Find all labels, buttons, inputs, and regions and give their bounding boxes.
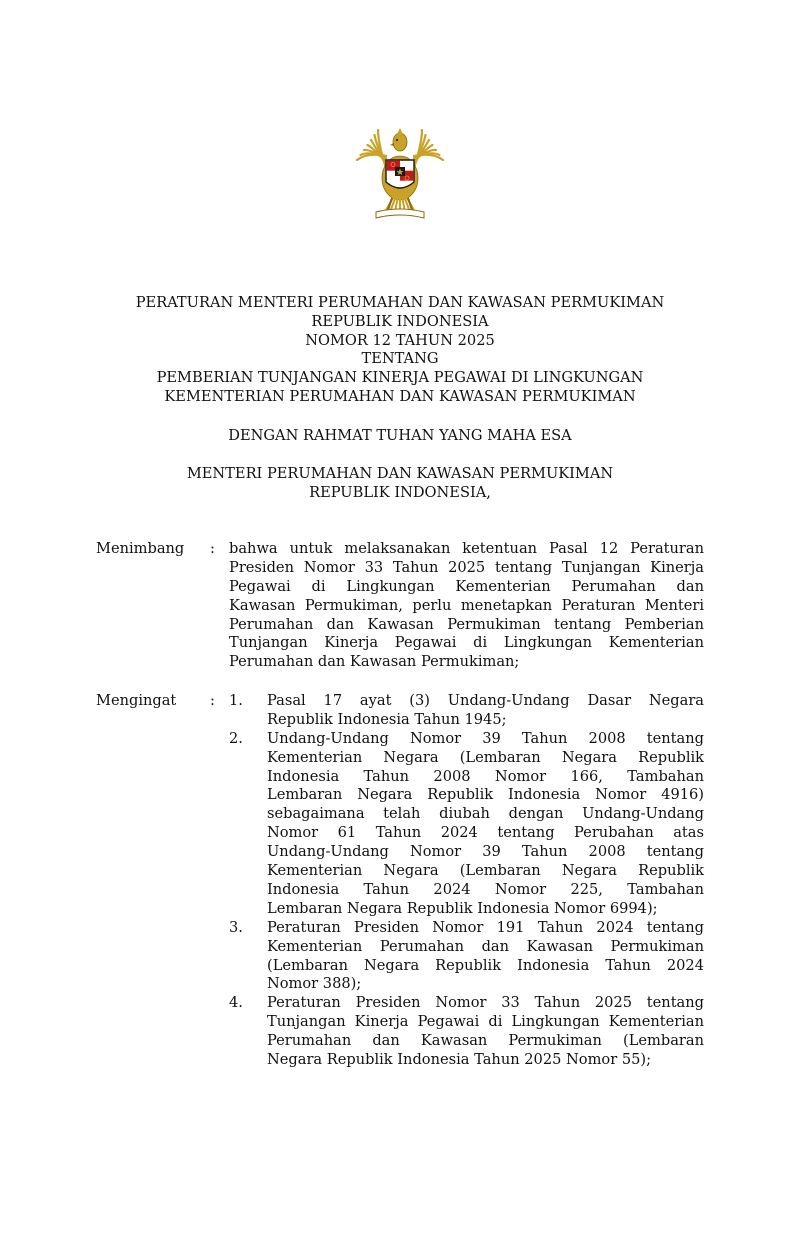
item-line: sebagaimana telah diubah dengan Undang-Undang [267, 805, 704, 823]
menimbang-line: Presiden Nomor 33 Tahun 2025 tentang Tunjangan Kinerja [229, 558, 704, 576]
item-line: Peraturan Presiden Nomor 191 Tahun 2024 tentang [267, 918, 704, 936]
item-line: Nomor 61 Tahun 2024 tentang Perubahan atas [267, 824, 704, 842]
mengingat-label: Mengingat [96, 692, 177, 709]
menimbang-line: Perumahan dan Kawasan Permukiman tentang Pemberian [229, 615, 704, 633]
minister-line: MENTERI PERUMAHAN DAN KAWASAN PERMUKIMAN [186, 465, 614, 482]
item-line: Perumahan dan Kawasan Permukiman (Lembaran [267, 1032, 704, 1050]
item-line: Lembaran Negara Republik Indonesia Nomor 6994); [267, 899, 658, 917]
item-line: Lembaran Negara Republik Indonesia Nomor 4916) [267, 786, 704, 804]
menimbang-body [229, 540, 704, 672]
regulation-title [60, 294, 740, 407]
item-body [267, 919, 704, 995]
menimbang-line: bahwa untuk melaksanakan ketentuan Pasal 12 Peraturan [229, 540, 704, 557]
menimbang-line: Kawasan Permukiman, perlu menetapkan Peraturan Menteri [229, 596, 704, 614]
item-line: Pasal 17 ayat (3) Undang-Undang Dasar Negara [267, 692, 704, 709]
item-number: 3. [229, 918, 243, 936]
menimbang-line: Perumahan dan Kawasan Permukiman; [229, 653, 520, 671]
item-line: Indonesia Tahun 2008 Nomor 166, Tambahan [267, 767, 704, 785]
menimbang-line: Pegawai di Lingkungan Kementerian Perumahan dan [229, 577, 704, 595]
item-body [267, 994, 704, 1070]
item-line: Undang-Undang Nomor 39 Tahun 2008 tentang [267, 729, 704, 747]
minister-heading [60, 465, 740, 503]
item-body [267, 692, 704, 730]
item-line: Kementerian Negara (Lembaran Negara Republik [267, 748, 704, 766]
item-line: Kementerian Perumahan dan Kawasan Permukiman [267, 937, 704, 955]
item-body [267, 730, 704, 919]
item-line: Peraturan Presiden Nomor 33 Tahun 2025 tentang [267, 994, 704, 1012]
title-line: REPUBLIK INDONESIA [311, 312, 489, 330]
menimbang-label: Menimbang [96, 540, 185, 557]
item-line: Indonesia Tahun 2024 Nomor 225, Tambahan [267, 880, 704, 898]
garuda-emblem-icon [350, 120, 450, 224]
menimbang-line: Tunjangan Kinerja Pegawai di Lingkungan Kementerian [229, 634, 704, 652]
mengingat-colon: : [210, 692, 215, 709]
item-line: Kementerian Negara (Lembaran Negara Republik [267, 862, 704, 880]
item-line: Negara Republik Indonesia Tahun 2025 Nomor 55); [267, 1051, 652, 1069]
title-line: TENTANG [361, 350, 439, 368]
menimbang-colon: : [210, 540, 215, 557]
item-number: 2. [229, 729, 243, 747]
item-line: Nomor 388); [267, 975, 362, 993]
title-line: PERATURAN MENTERI PERUMAHAN DAN KAWASAN PERMUKIMAN [135, 294, 665, 311]
title-line: PEMBERIAN TUNJANGAN KINERJA PEGAWAI DI LINGKUNGAN [156, 369, 644, 387]
title-line: KEMENTERIAN PERUMAHAN DAN KAWASAN PERMUKIMAN [164, 387, 636, 405]
item-line: Tunjangan Kinerja Pegawai di Lingkungan Kementerian [267, 1013, 704, 1031]
item-number: 4. [229, 994, 243, 1012]
minister-line: REPUBLIK INDONESIA, [309, 483, 491, 501]
blessing-line: DENGAN RAHMAT TUHAN YANG MAHA ESA [228, 427, 572, 444]
item-line: (Lembaran Negara Republik Indonesia Tahun 2024 [267, 956, 704, 974]
item-line: Undang-Undang Nomor 39 Tahun 2008 tentang [267, 843, 704, 861]
blessing-heading [60, 427, 740, 446]
title-line: NOMOR 12 TAHUN 2025 [305, 331, 495, 349]
item-number: 1. [229, 692, 243, 709]
item-line: Republik Indonesia Tahun 1945; [267, 710, 507, 728]
